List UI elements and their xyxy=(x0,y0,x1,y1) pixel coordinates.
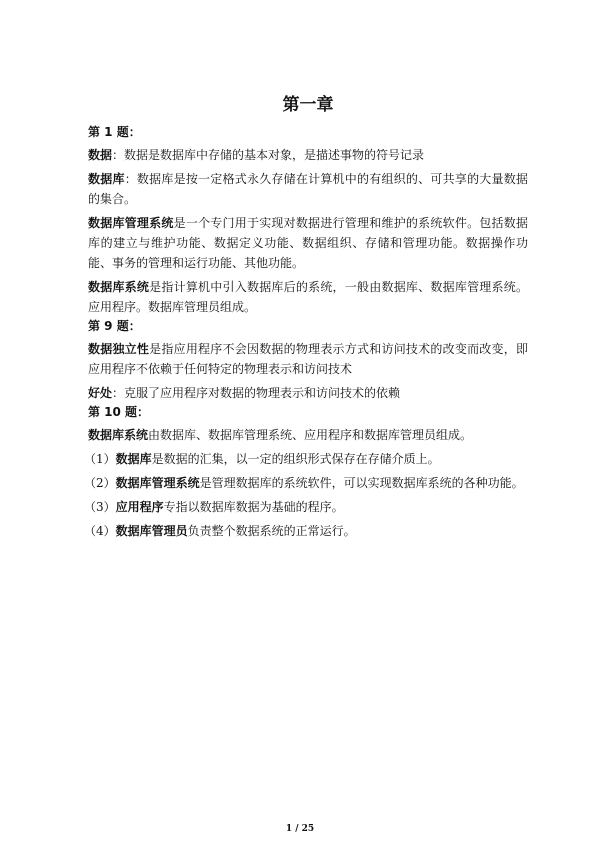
term-data: 数据 xyxy=(88,148,113,162)
definition-db-system-text: 是指计算机中引入数据库后的系统，一般由数据库、数据库管理系统。应用程序。数据库管理员组成。 xyxy=(88,280,528,314)
db-system-composition-text: 由数据库、数据库管理系统、应用程序和数据库管理员组成。 xyxy=(148,428,473,442)
term-db-system-2: 数据库系统 xyxy=(88,428,149,442)
term-data-independence: 数据独立性 xyxy=(88,342,150,356)
chapter-title: 第一章 xyxy=(282,95,334,115)
list-item-number: （3） xyxy=(84,500,116,514)
list-item-term: 数据库 xyxy=(115,452,152,466)
list-item xyxy=(84,521,528,541)
term-dbms: 数据库管理系统 xyxy=(88,216,174,230)
definition-data-independence-text: 是指应用程序不会因数据的物理表示方式和访问技术的改变而改变，即应用程序不依赖于任何特定的物理表示和访问技术 xyxy=(88,342,528,376)
question-9-heading: 第 9 题： xyxy=(88,319,141,333)
definition-data xyxy=(88,145,528,165)
definition-database xyxy=(88,169,528,209)
page-number: 1 / 25 xyxy=(285,824,315,834)
list-item xyxy=(84,497,528,517)
question-10-heading: 第 10 题： xyxy=(88,405,150,419)
definition-dbms xyxy=(88,213,528,273)
definition-dbms-text: 是一个专门用于实现对数据进行管理和维护的系统软件。包括数据库的建立与维护功能、数据定义功能、数据组织、存储和管理功能。数据操作功能、事务的管理和运行功能、其他功能。 xyxy=(88,216,528,270)
list-item-text: 是数据的汇集，以一定的组织形式保存在存储介质上。 xyxy=(151,452,440,466)
page-content xyxy=(84,95,528,545)
definition-data-independence xyxy=(88,339,528,379)
definition-database-text: ：数据库是按一定格式永久存储在计算机中的有组织的、可共享的大量数据的集合。 xyxy=(88,172,528,206)
benefit-text: ：克服了应用程序对数据的物理表示和访问技术的依赖 xyxy=(112,386,401,400)
term-benefit: 好处 xyxy=(88,386,113,400)
list-item xyxy=(84,473,528,493)
list-item-text: 专指以数据库数据为基础的程序。 xyxy=(163,500,344,514)
question-1-heading: 第 1 题： xyxy=(88,125,141,139)
list-item-term: 数据库管理员 xyxy=(115,524,188,538)
list-item-number: （1） xyxy=(84,452,116,466)
db-system-composition xyxy=(88,425,528,445)
list-item xyxy=(84,449,528,469)
list-item-text: 负责整个数据系统的正常运行。 xyxy=(187,524,356,538)
term-db-system: 数据库系统 xyxy=(88,280,150,294)
list-item-number: （4） xyxy=(84,524,116,538)
list-item-text: 是管理数据库的系统软件，可以实现数据库系统的各种功能。 xyxy=(199,476,524,490)
list-item-number: （2） xyxy=(84,476,116,490)
list-item-term: 应用程序 xyxy=(115,500,164,514)
definition-db-system xyxy=(88,277,528,317)
list-item-term: 数据库管理系统 xyxy=(115,476,200,490)
term-database: 数据库 xyxy=(88,172,125,186)
definition-data-text: ：数据是数据库中存储的基本对象，是描述事物的符号记录 xyxy=(112,148,425,162)
benefit-paragraph xyxy=(88,383,528,403)
